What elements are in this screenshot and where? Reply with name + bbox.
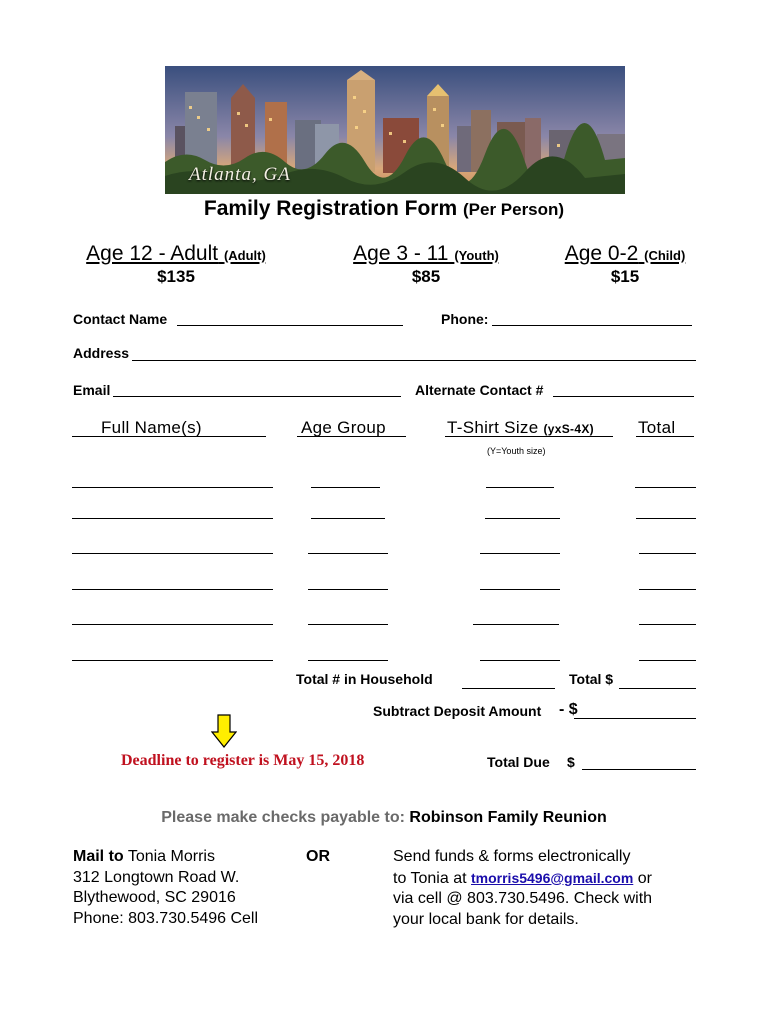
or-label: OR bbox=[306, 848, 330, 865]
row2-name-field[interactable] bbox=[72, 518, 273, 519]
electronic-line1: Send funds & forms electronically bbox=[393, 848, 631, 865]
row2-total-field[interactable] bbox=[636, 518, 696, 519]
col-full-name-rule bbox=[72, 436, 266, 437]
payable-line bbox=[0, 809, 768, 827]
mail-section bbox=[73, 847, 258, 929]
row5-age-field[interactable] bbox=[308, 624, 388, 625]
tier-adult-label: Age 12 - Adult bbox=[86, 242, 219, 265]
electronic-line3: via cell @ 803.730.5496. Check with bbox=[393, 890, 653, 907]
form-title-sub: (Per Person) bbox=[462, 200, 565, 219]
row2-age-field[interactable] bbox=[311, 518, 385, 519]
mail-to-label: Mail to bbox=[73, 848, 124, 865]
phone-field[interactable] bbox=[492, 325, 692, 326]
contact-name-field[interactable] bbox=[177, 325, 403, 326]
household-total-field[interactable] bbox=[462, 688, 555, 689]
email-link[interactable]: tmorris5496@gmail.com bbox=[471, 869, 634, 886]
household-total-label: Total # in Household bbox=[296, 671, 433, 687]
tier-adult-price: $135 bbox=[157, 267, 195, 286]
row4-age-field[interactable] bbox=[308, 589, 388, 590]
row5-tshirt-field[interactable] bbox=[473, 624, 559, 625]
mail-city: Blythewood, SC 29016 bbox=[73, 889, 236, 906]
row5-name-field[interactable] bbox=[72, 624, 273, 625]
row1-total-field[interactable] bbox=[635, 487, 696, 488]
alternate-contact-field[interactable] bbox=[553, 396, 694, 397]
payable-name: Robinson Family Reunion bbox=[409, 809, 607, 826]
col-tshirt-rule bbox=[445, 436, 613, 437]
total-due-dollar: $ bbox=[567, 754, 575, 770]
mail-phone: Phone: 803.730.5496 Cell bbox=[73, 909, 259, 927]
electronic-section bbox=[393, 847, 652, 930]
alternate-contact-label: Alternate Contact # bbox=[415, 382, 544, 398]
col-tshirt bbox=[447, 418, 594, 438]
contact-name-label: Contact Name bbox=[73, 311, 168, 327]
row3-age-field[interactable] bbox=[308, 553, 388, 554]
subtract-deposit-label: Subtract Deposit Amount bbox=[373, 703, 542, 719]
tier-youth-tag: (Youth) bbox=[454, 248, 499, 263]
deposit-amount-field[interactable] bbox=[574, 718, 696, 719]
col-age-group: Age Group bbox=[301, 418, 386, 437]
tier-child-label: Age 0-2 bbox=[564, 242, 639, 265]
electronic-line2-prefix: to Tonia at bbox=[393, 869, 467, 887]
row1-name-field[interactable] bbox=[72, 487, 273, 488]
col-full-name: Full Name(s) bbox=[101, 418, 202, 437]
row6-age-field[interactable] bbox=[308, 660, 388, 661]
row3-total-field[interactable] bbox=[639, 553, 696, 554]
deadline-notice: Deadline to register is May 15, 2018 bbox=[121, 752, 365, 769]
col-tshirt-range: (yxS-4X) bbox=[543, 422, 594, 436]
tier-child-price: $15 bbox=[610, 267, 640, 286]
row4-name-field[interactable] bbox=[72, 589, 273, 590]
form-title bbox=[0, 197, 768, 221]
address-label: Address bbox=[73, 345, 130, 361]
address-field[interactable] bbox=[132, 360, 696, 361]
row1-tshirt-field[interactable] bbox=[486, 487, 554, 488]
row6-total-field[interactable] bbox=[639, 660, 696, 661]
row6-tshirt-field[interactable] bbox=[480, 660, 560, 661]
row2-tshirt-field[interactable] bbox=[485, 518, 560, 519]
total-due-label: Total Due bbox=[487, 754, 550, 770]
electronic-line4: your local bank for details. bbox=[393, 910, 579, 928]
email-label: Email bbox=[73, 382, 111, 398]
total-dollar-field[interactable] bbox=[619, 688, 696, 689]
tier-child-tag: (Child) bbox=[644, 248, 686, 263]
row6-name-field[interactable] bbox=[72, 660, 273, 661]
total-due-field[interactable] bbox=[582, 769, 696, 770]
tier-youth bbox=[338, 242, 514, 287]
col-total: Total bbox=[638, 418, 676, 437]
row1-age-field[interactable] bbox=[311, 487, 380, 488]
total-dollar-label: Total $ bbox=[569, 671, 614, 687]
minus-dollar-sign: - $ bbox=[559, 701, 578, 718]
row5-total-field[interactable] bbox=[639, 624, 696, 625]
banner-caption: Atlanta, GA bbox=[189, 164, 291, 185]
col-tshirt-label: T-Shirt Size bbox=[447, 418, 539, 437]
row3-name-field[interactable] bbox=[72, 553, 273, 554]
phone-label: Phone: bbox=[441, 311, 489, 327]
row4-total-field[interactable] bbox=[639, 589, 696, 590]
tier-child bbox=[552, 242, 698, 287]
mail-street: 312 Longtown Road W. bbox=[73, 868, 240, 886]
form-title-main: Family Registration Form bbox=[203, 197, 458, 220]
email-field[interactable] bbox=[113, 396, 401, 397]
down-arrow-icon bbox=[211, 714, 237, 748]
electronic-line2-suffix: or bbox=[637, 869, 652, 887]
tshirt-size-note: (Y=Youth size) bbox=[487, 446, 546, 456]
atlanta-skyline-banner bbox=[165, 66, 625, 194]
payable-prefix: Please make checks payable to: bbox=[161, 809, 405, 826]
col-age-group-rule bbox=[297, 436, 406, 437]
tier-youth-label: Age 3 - 11 bbox=[353, 242, 449, 265]
col-total-rule bbox=[636, 436, 694, 437]
mail-name: Tonia Morris bbox=[127, 848, 215, 865]
tier-adult-tag: (Adult) bbox=[223, 248, 266, 263]
row4-tshirt-field[interactable] bbox=[480, 589, 560, 590]
tier-youth-price: $85 bbox=[411, 267, 441, 286]
row3-tshirt-field[interactable] bbox=[480, 553, 560, 554]
tier-adult bbox=[70, 242, 282, 287]
